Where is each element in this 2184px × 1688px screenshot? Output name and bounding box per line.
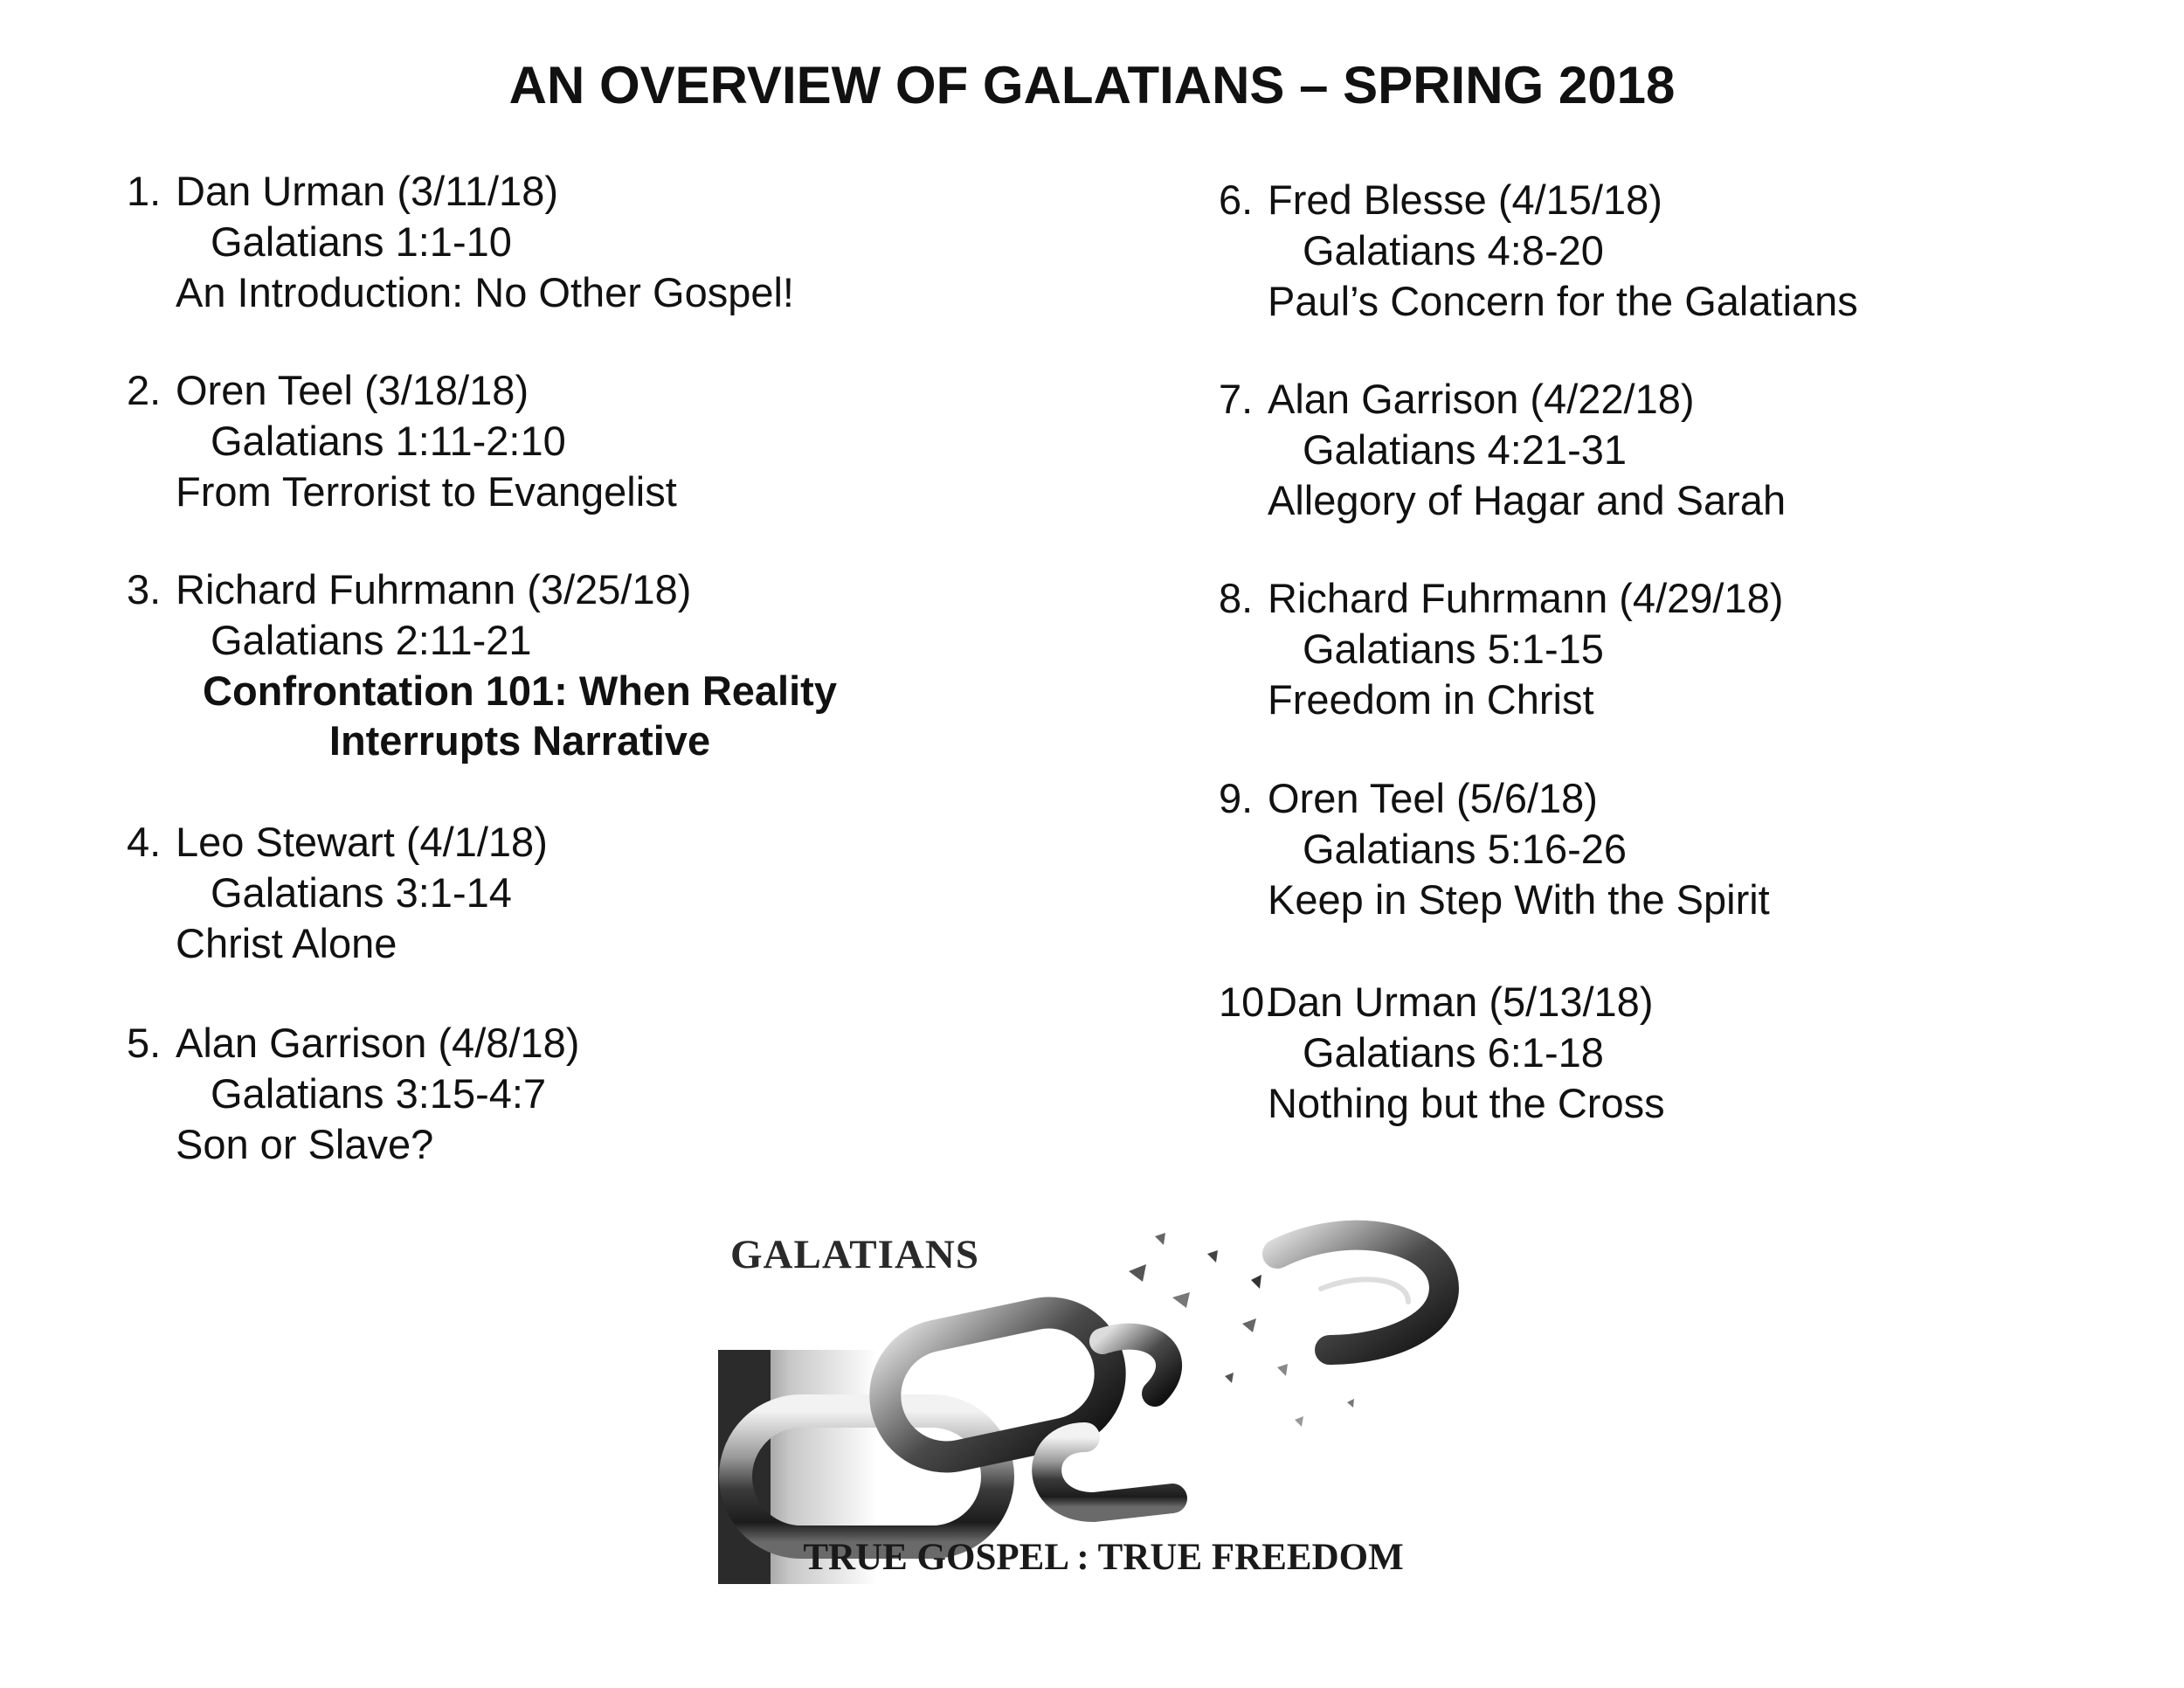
lesson-topic-line-1: Confrontation 101: When Reality (203, 668, 837, 714)
lesson-number: 1. (127, 168, 162, 214)
lesson-speaker: Fred Blesse (4/15/18) (1268, 176, 1662, 223)
lesson-topic: Keep in Step With the Spirit (1268, 876, 1770, 923)
lesson-passage: Galatians 3:1-14 (211, 869, 512, 916)
lesson-entry (1219, 573, 2184, 725)
banner-tagline: TRUE GOSPEL : TRUE FREEDOM (803, 1537, 1404, 1578)
lesson-number: 7. (1219, 376, 1254, 422)
lesson-speaker: Oren Teel (3/18/18) (176, 367, 529, 413)
lesson-topic: Paul’s Concern for the Galatians (1268, 278, 1858, 324)
page-title: AN OVERVIEW OF GALATIANS – SPRING 2018 (508, 56, 1676, 114)
lesson-speaker: Dan Urman (3/11/18) (176, 168, 558, 214)
lesson-topic: From Terrorist to Evangelist (176, 468, 677, 515)
lesson-passage: Galatians 6:1-18 (1303, 1029, 1604, 1076)
lesson-topic: Allegory of Hagar and Sarah (1268, 477, 1787, 523)
lesson-speaker: Oren Teel (5/6/18) (1268, 775, 1598, 821)
lesson-number: 4. (127, 819, 162, 865)
lesson-topic: Freedom in Christ (1268, 676, 1594, 723)
lesson-speaker: Richard Fuhrmann (3/25/18) (176, 566, 692, 612)
lesson-speaker: Richard Fuhrmann (4/29/18) (1268, 575, 1784, 621)
lesson-passage: Galatians 1:1-10 (211, 218, 512, 265)
lesson-entry (1219, 175, 2184, 327)
lesson-entry (127, 365, 1131, 517)
lesson-entry (127, 817, 1131, 969)
lesson-number: 10. (1219, 979, 1276, 1025)
lesson-passage: Galatians 5:1-15 (1303, 626, 1604, 672)
lesson-number: 6. (1219, 176, 1254, 223)
lesson-topic: Son or Slave? (176, 1121, 434, 1167)
lesson-number: 8. (1219, 575, 1254, 621)
lesson-passage: Galatians 5:16-26 (1303, 826, 1628, 872)
lesson-speaker: Alan Garrison (4/8/18) (176, 1020, 580, 1066)
lesson-entry (1219, 374, 2184, 526)
lesson-number: 2. (127, 367, 162, 413)
lesson-topic: Nothing but the Cross (1268, 1080, 1665, 1126)
lesson-entry (1219, 773, 2184, 925)
lesson-passage: Galatians 3:15-4:7 (211, 1070, 547, 1117)
lesson-passage: Galatians 2:11-21 (211, 617, 532, 663)
lesson-speaker: Alan Garrison (4/22/18) (1268, 376, 1695, 422)
lesson-number: 3. (127, 566, 162, 612)
galatians-banner (718, 1219, 1489, 1584)
banner-title: GALATIANS (730, 1232, 979, 1277)
lesson-entry (127, 564, 1131, 765)
lesson-speaker: Leo Stewart (4/1/18) (176, 819, 548, 865)
lesson-number: 9. (1219, 775, 1254, 821)
lesson-entry (127, 1018, 1131, 1170)
lesson-passage: Galatians 4:21-31 (1303, 426, 1628, 473)
lesson-topic: An Introduction: No Other Gospel! (176, 269, 794, 315)
lesson-passage: Galatians 4:8-20 (1303, 227, 1604, 273)
lesson-passage: Galatians 1:11-2:10 (211, 418, 566, 464)
lesson-entry (127, 166, 1131, 318)
lesson-number: 5. (127, 1020, 162, 1066)
lesson-topic-line-2: Interrupts Narrative (328, 717, 711, 764)
lesson-entry (1219, 977, 2184, 1129)
lesson-topic: Christ Alone (176, 920, 397, 966)
lesson-speaker: Dan Urman (5/13/18) (1268, 979, 1654, 1025)
